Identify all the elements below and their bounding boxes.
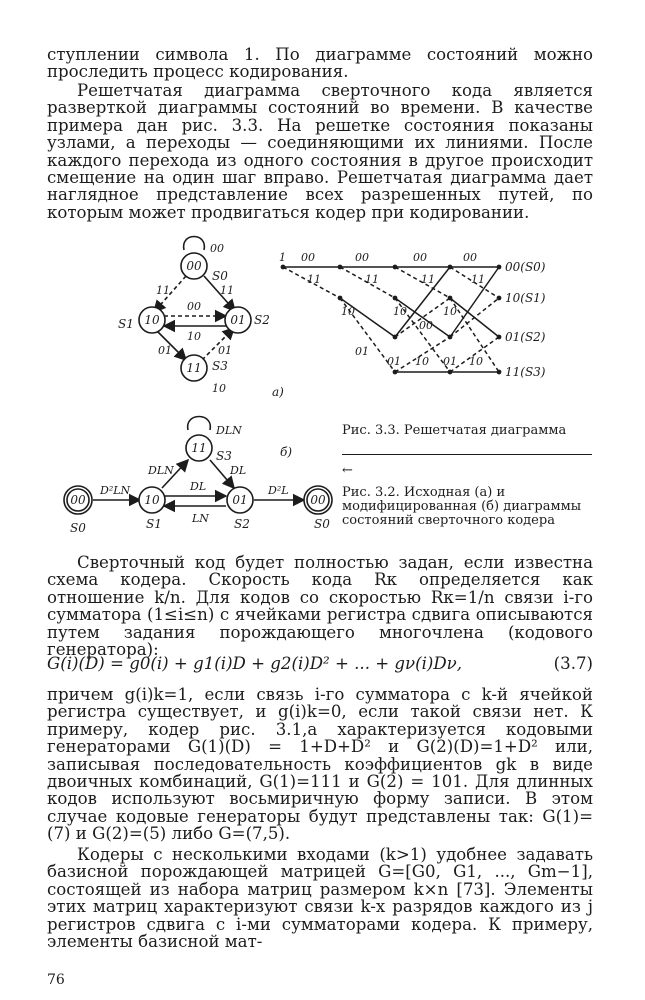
paragraph-1: ступлении символа 1. По диаграмме состояний можно проследить процесс кодирования. — [47, 45, 593, 82]
state-label: S0 — [314, 517, 330, 531]
edge-label: 00 — [187, 300, 201, 313]
node-label: 11 — [186, 361, 202, 375]
caption-divider — [342, 454, 592, 455]
paragraph-3: Сверточный код будет полностью задан, если известна схема кодера. Скорость кода Rк определяется как отношение k/n. Для кодов со скоростью Rк=1/n связи i-го сумматора (1≤i≤n) с ячейками регистра сдвига описываются путем задания порождающего многочлена (кодового генератора): — [47, 553, 593, 660]
node-label: 11 — [191, 441, 207, 455]
trellis-start: 1 — [279, 251, 286, 264]
page-number: 76 — [47, 972, 65, 988]
edge-label: 01 — [218, 344, 232, 357]
edge-label: D²LN — [100, 484, 131, 497]
paragraph-4: причем g(i)k=1, если связь i-го сумматора с k-й ячейкой регистра существует, и g(i)k=0, если такой связи нет. К примеру, кодер рис. 3.1,а характеризуется кодовыми генераторами G(1)(D) = 1+D+D² и G(2)(D)=1+D² или, записывая последовательность коэффициентов gk в виде двоичных комбинаций, G(1)=111 и G(2) = 101. Для длинных кодов используют восьмиричную форму записи. В этом случае кодовые генераторы будут представлены так: G(1)=(7) и G(2)=(5) либо G=(7,5). — [47, 685, 593, 844]
trellis-edge-label: 10 — [393, 305, 407, 318]
trellis-edge-label: 11 — [365, 273, 379, 286]
trellis-row-label: 10(S1) — [505, 291, 546, 305]
trellis-edge-label: 10 — [415, 355, 429, 368]
edge-label: LN — [192, 512, 209, 525]
node-label: 00 — [70, 493, 86, 507]
trellis-edge-label: 01 — [387, 355, 401, 368]
trellis-edge-label: 00 — [355, 251, 369, 264]
panel-label: a) — [272, 385, 284, 399]
node-label: 01 — [230, 313, 246, 327]
node-label: 00 — [186, 259, 202, 273]
edge-label: 11 — [220, 284, 234, 297]
trellis-edge-label: 10 — [469, 355, 483, 368]
edge-label: 11 — [156, 284, 170, 297]
state-label: S0 — [212, 269, 228, 283]
trellis-edge-label: 11 — [471, 273, 485, 286]
trellis-edge-label: 00 — [301, 251, 315, 264]
state-diagram-a — [112, 228, 282, 398]
trellis-edge-label: 00 — [463, 251, 477, 264]
equation-number: (3.7) — [553, 654, 593, 673]
edge-label: DL — [230, 464, 247, 477]
equation-body: G(i)(D) = g0(i) + g1(i)D + g2(i)D² + ... + gν(i)Dν, — [47, 654, 463, 673]
state-label: S3 — [212, 359, 228, 373]
trellis-edge-label: 00 — [413, 251, 427, 264]
edge-label: 10 — [212, 382, 226, 395]
edge-label: 01 — [158, 344, 172, 357]
state-label: S0 — [70, 521, 86, 535]
trellis-edge-label: 11 — [421, 273, 435, 286]
node-label: 00 — [310, 493, 326, 507]
trellis-edge-label: 01 — [443, 355, 457, 368]
trellis-row-label: 11(S3) — [505, 365, 546, 379]
trellis-edge-label: 10 — [341, 305, 355, 318]
panel-label: б) — [280, 445, 293, 459]
node-label: 10 — [144, 493, 160, 507]
state-label: S1 — [146, 517, 162, 531]
node-label: 01 — [232, 493, 248, 507]
trellis-edge-label: 01 — [355, 345, 369, 358]
trellis-row-label: 00(S0) — [505, 260, 546, 274]
figure-3-2-caption: Рис. 3.2. Исходная (а) и модифицированная (б) диаграммы состояний сверточного кодера — [342, 485, 582, 528]
edge-label: DLN — [216, 424, 242, 437]
figure-3-3-caption: Рис. 3.3. Решетчатая диаграмма — [342, 423, 567, 438]
edge-label: 00 — [210, 242, 224, 255]
edge-label: DL — [190, 480, 207, 493]
trellis-diagram — [275, 245, 565, 385]
edge-label: 10 — [187, 330, 201, 343]
trellis-edge-label: 10 — [443, 305, 457, 318]
edge-label: DLN — [148, 464, 174, 477]
paragraph-2: Решетчатая диаграмма сверточного кода является разверткой диаграммы состояний во времени. В качестве примера дан рис. 3.3. На решетке состояния показаны узлами, а переходы — соединяющими их линиями. После каждого перехода из одного состояния в другое происходит смещение на один шаг вправо. Решетчатая диаграмма дает наглядное представление всех разрешенных путей, по которым может продвигаться кодер при кодировании. — [47, 81, 593, 222]
caption-arrow: ← — [342, 463, 353, 478]
state-diagram-b — [58, 408, 348, 538]
edge-label: D²L — [268, 484, 289, 497]
node-label: 10 — [144, 313, 160, 327]
trellis-edge-label: 11 — [307, 273, 321, 286]
state-label: S3 — [216, 449, 232, 463]
state-label: S2 — [254, 313, 270, 327]
paragraph-5: Кодеры с несколькими входами (k>1) удобнее задавать базисной порождающей матрицей G=[G0, G1, ..., Gm−1], состоящей из набора матриц размером k×n [73]. Элементы этих матриц характеризуют связи k-х разрядов каждого из j регистров сдвига с i-ми сумматорами кодера. К примеру, элементы базисной мат- — [47, 845, 593, 952]
state-label: S2 — [234, 517, 250, 531]
trellis-edge-label: 00 — [419, 319, 433, 332]
state-label: S1 — [118, 317, 134, 331]
equation-3-7 — [47, 654, 593, 674]
trellis-row-label: 01(S2) — [505, 330, 546, 344]
